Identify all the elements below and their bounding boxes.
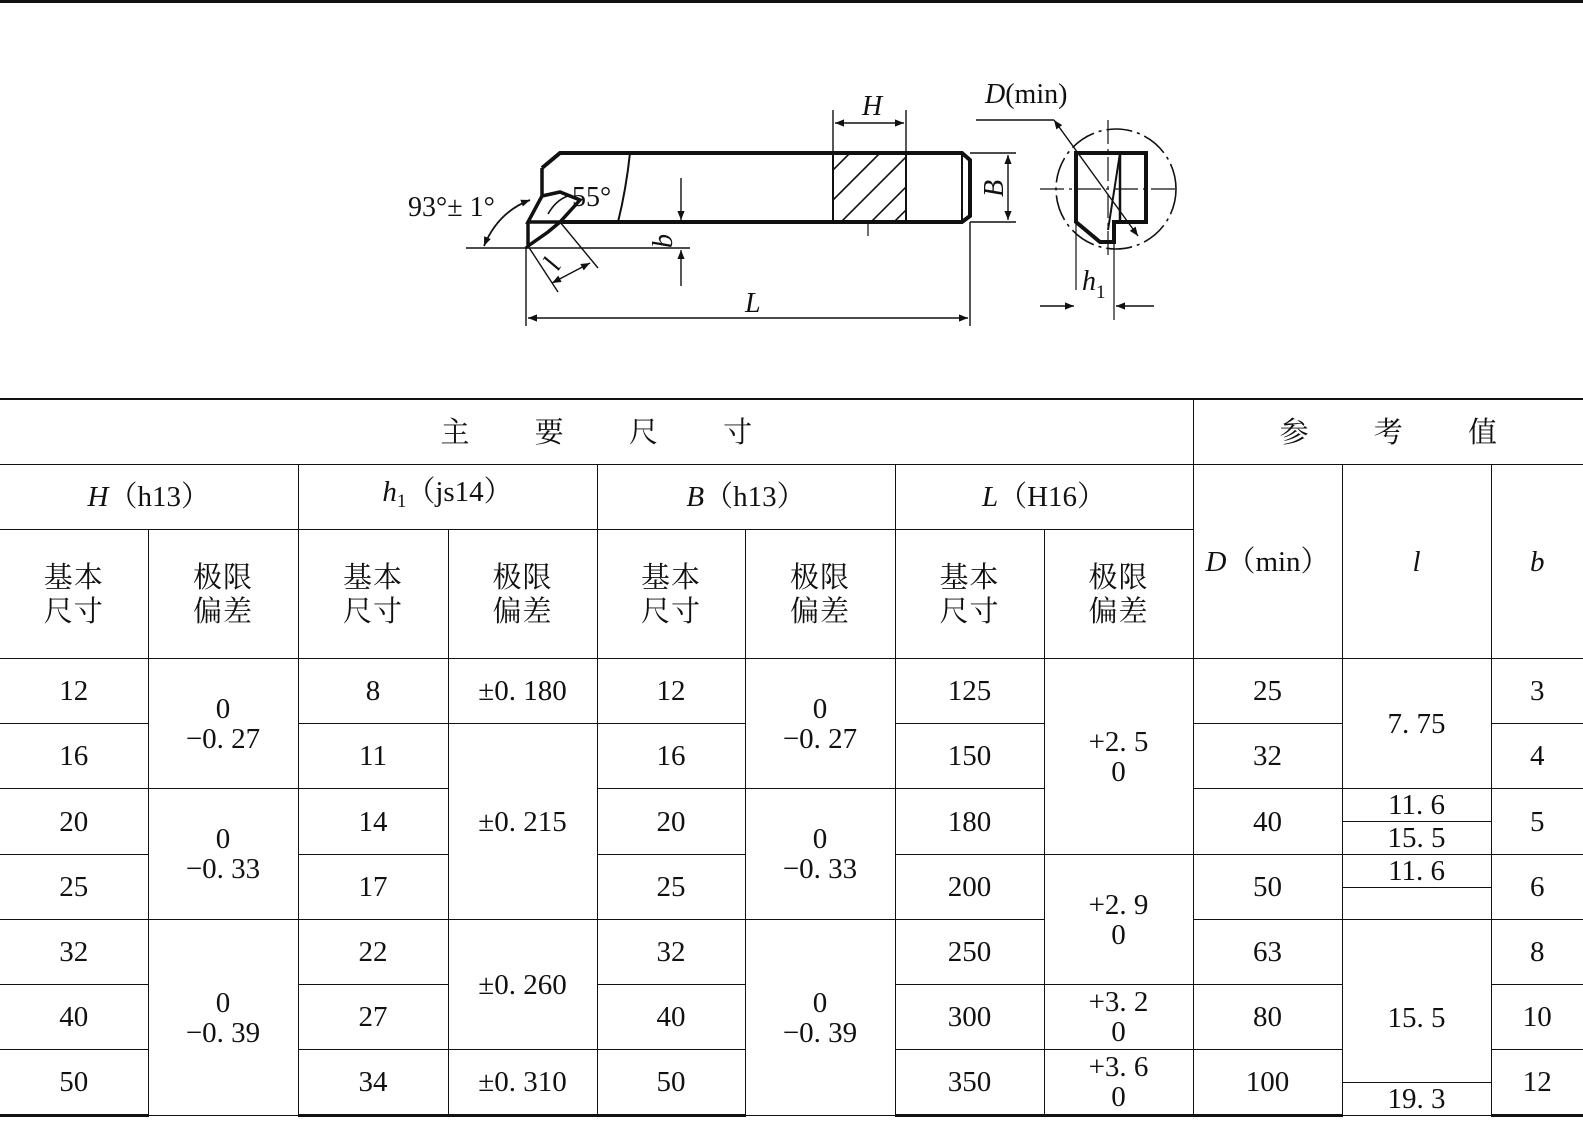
header-D: D（min） (1193, 465, 1342, 659)
header-limit-deviation: 极限 偏差 (448, 530, 597, 659)
B-tolerance: 0 −0. 33 (745, 789, 895, 920)
H-tolerance: 0 −0. 33 (148, 789, 298, 920)
H-value: 32 (0, 920, 148, 985)
header-basic-size: 基本 尺寸 (0, 530, 148, 659)
b-value: 12 (1491, 1050, 1583, 1116)
label-h1: $h_1$ (1082, 266, 1106, 303)
h1-value: 14 (298, 789, 448, 855)
H-value: 25 (0, 855, 148, 920)
B-value: 12 (597, 659, 745, 724)
b-value: 5 (1491, 789, 1583, 855)
dimension-table (0, 398, 1583, 1117)
h1-value: 8 (298, 659, 448, 724)
D-value: 32 (1193, 724, 1342, 789)
H-value: 16 (0, 724, 148, 789)
end-view (976, 120, 1178, 320)
header-b: b (1491, 465, 1583, 659)
label-b: b (648, 234, 679, 248)
h1-value: 11 (298, 724, 448, 789)
b-value: 6 (1491, 855, 1583, 920)
group-main-dimensions: 主 要 尺 寸 (0, 399, 1193, 465)
L-value: 125 (895, 659, 1044, 724)
L-value: 300 (895, 985, 1044, 1050)
B-value: 25 (597, 855, 745, 920)
B-value: 40 (597, 985, 745, 1050)
label-H: H (862, 91, 883, 122)
L-tolerance: +3. 2 0 (1044, 985, 1193, 1050)
D-value: 50 (1193, 855, 1342, 920)
H-value: 12 (0, 659, 148, 724)
D-value: 100 (1193, 1050, 1342, 1116)
B-value: 50 (597, 1050, 745, 1116)
b-value: 3 (1491, 659, 1583, 724)
header-B: B（h13） (597, 465, 895, 530)
h1-value: 27 (298, 985, 448, 1050)
L-value: 200 (895, 855, 1044, 920)
label-angle-tip: 55° (572, 182, 612, 213)
D-value: 63 (1193, 920, 1342, 985)
L-value: 180 (895, 789, 1044, 855)
H-value: 20 (0, 789, 148, 855)
D-value: 25 (1193, 659, 1342, 724)
b-value: 10 (1491, 985, 1583, 1050)
L-tolerance: +2. 9 0 (1044, 855, 1193, 985)
h1-value: 22 (298, 920, 448, 985)
l-value-split: 11. 6 (1342, 855, 1491, 920)
B-value: 32 (597, 920, 745, 985)
h1-tolerance: ±0. 310 (448, 1050, 597, 1116)
h1-value: 17 (298, 855, 448, 920)
label-D: D(min) (985, 79, 1068, 110)
B-tolerance: 0 −0. 39 (745, 920, 895, 1116)
label-l: l (537, 253, 568, 276)
table-row (0, 659, 1583, 724)
header-L: L（H16） (895, 465, 1193, 530)
L-value: 350 (895, 1050, 1044, 1116)
D-value: 80 (1193, 985, 1342, 1050)
table-row (0, 920, 1583, 985)
h1-value: 34 (298, 1050, 448, 1116)
header-l: l (1342, 465, 1491, 659)
H-value: 40 (0, 985, 148, 1050)
b-value: 4 (1491, 724, 1583, 789)
label-angle-main: 93°± 1° (408, 192, 495, 223)
B-value: 16 (597, 724, 745, 789)
H-tolerance: 0 −0. 39 (148, 920, 298, 1116)
L-value: 250 (895, 920, 1044, 985)
B-tolerance: 0 −0. 27 (745, 659, 895, 789)
header-limit-deviation: 极限 偏差 (745, 530, 895, 659)
b-value: 8 (1491, 920, 1583, 985)
header-basic-size: 基本 尺寸 (597, 530, 745, 659)
H-tolerance: 0 −0. 27 (148, 659, 298, 789)
l-value-split: 11. 6 15. 5 (1342, 789, 1491, 855)
group-reference-values: 参 考 值 (1193, 399, 1583, 465)
label-B: B (979, 179, 1010, 197)
H-value: 50 (0, 1050, 148, 1116)
B-value: 20 (597, 789, 745, 855)
h1-tolerance: ±0. 260 (448, 920, 597, 1050)
L-tolerance: +3. 6 0 (1044, 1050, 1193, 1116)
header-basic-size: 基本 尺寸 (895, 530, 1044, 659)
tip-angle-arc (548, 196, 568, 214)
header-h1: $h_1(js14)$ (298, 465, 597, 530)
header-limit-deviation: 极限 偏差 (1044, 530, 1193, 659)
table-row (0, 789, 1583, 855)
header-basic-size: 基本 尺寸 (298, 530, 448, 659)
l-value: 7. 75 (1342, 659, 1491, 789)
label-L: L (745, 288, 761, 319)
L-tolerance: +2. 5 0 (1044, 659, 1193, 855)
header-H: H（h13） (0, 465, 298, 530)
h1-tolerance: ±0. 180 (448, 659, 597, 724)
D-value: 40 (1193, 789, 1342, 855)
l-value-bottom: 15. 5 19. 3 (1342, 920, 1491, 1116)
header-limit-deviation: 极限 偏差 (148, 530, 298, 659)
h1-tolerance: ±0. 215 (448, 724, 597, 920)
tool-drawing (0, 0, 1583, 395)
L-value: 150 (895, 724, 1044, 789)
